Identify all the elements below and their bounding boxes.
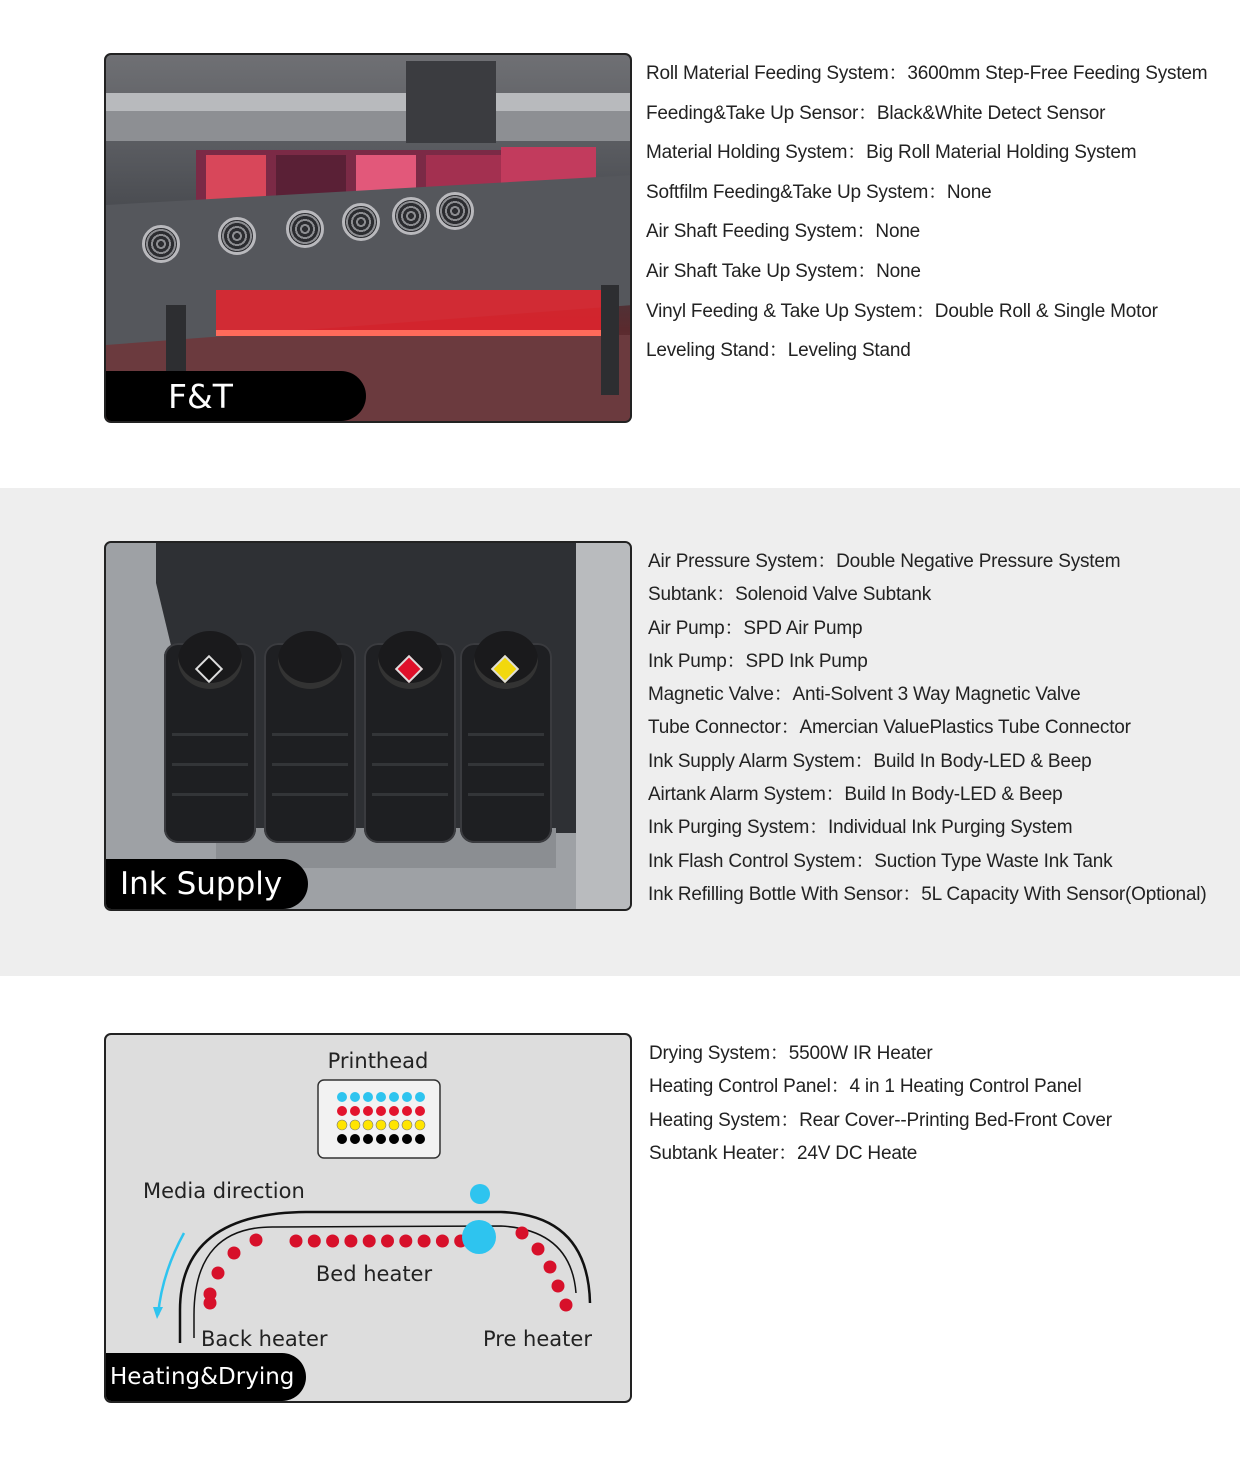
ink-bottle: [164, 643, 256, 843]
nozzle-dot: [389, 1134, 399, 1144]
spec-item: Drying System：5500W IR Heater: [649, 1043, 933, 1064]
nozzle-dot: [363, 1106, 373, 1116]
bottle-rib: [372, 763, 448, 766]
fan-icon: [286, 210, 324, 248]
nozzle-dot: [389, 1092, 399, 1102]
nozzle-dot: [337, 1134, 347, 1144]
nozzle-dot: [376, 1134, 386, 1144]
nozzle-dot: [415, 1134, 425, 1144]
nozzle-dot: [376, 1092, 386, 1102]
spec-item: Ink Pump：SPD Ink Pump: [648, 650, 868, 672]
spec-item: Heating Control Panel：4 in 1 Heating Control Panel: [649, 1076, 1082, 1098]
ink-bottle: [460, 643, 552, 843]
spec-item: Feeding&Take Up Sensor：Black&White Detect Sensor: [646, 102, 1106, 124]
bottle-rib: [272, 733, 348, 736]
spec-item: Ink Supply Alarm System：Build In Body-LED & Beep: [648, 750, 1092, 772]
section-badge: Ink Supply: [106, 859, 308, 909]
spec-item: Roll Material Feeding System：3600mm Step-Free Feeding System: [646, 63, 1208, 84]
heater-dot: [532, 1243, 545, 1256]
bottle-rib: [468, 733, 544, 736]
nozzle-dot: [350, 1092, 360, 1102]
spec-item: Air Shaft Feeding System：None: [646, 221, 921, 243]
spec-item: Airtank Alarm System：Build In Body-LED & Beep: [648, 784, 1063, 806]
heater-dot: [560, 1299, 573, 1312]
spec-item: Air Pressure System：Double Negative Pressure System: [648, 551, 1121, 572]
heater-dot: [418, 1235, 431, 1248]
spec-list: [649, 1040, 1112, 1173]
nozzle-dot: [363, 1120, 373, 1130]
heater-dot: [228, 1247, 241, 1260]
nozzle-dot: [350, 1134, 360, 1144]
arrow-head-icon: [153, 1307, 163, 1319]
bottle-rib: [372, 733, 448, 736]
bottle-rib: [172, 763, 248, 766]
ink-bottle: [264, 643, 356, 843]
media-direction-label: Media direction: [143, 1179, 305, 1203]
spec-item: Air Pump：SPD Air Pump: [648, 617, 863, 639]
spec-item: Ink Refilling Bottle With Sensor：5L Capacity With Sensor(Optional): [648, 883, 1207, 905]
nozzle-dot: [402, 1106, 412, 1116]
pre-heater-dots: [516, 1227, 573, 1312]
bottle-rib: [172, 733, 248, 736]
spec-item: Vinyl Feeding & Take Up System：Double Roll & Single Motor: [646, 300, 1158, 322]
nozzle-dot: [363, 1134, 373, 1144]
spec-item: Subtank Heater：24V DC Heate: [649, 1142, 918, 1164]
nozzle-dot: [363, 1092, 373, 1102]
bed-heater-dots: [290, 1235, 486, 1248]
heating-diagram-panel: [104, 1033, 632, 1403]
back-heater-dots: [204, 1234, 263, 1310]
printhead-label: Printhead: [327, 1049, 429, 1073]
ink-supply-photo: [104, 541, 632, 911]
spec-item: Subtank：Solenoid Valve Subtank: [648, 584, 932, 606]
spec-list: [646, 60, 1207, 377]
bottle-rib: [272, 793, 348, 796]
nozzle-dot: [402, 1134, 412, 1144]
nozzle-dot: [389, 1106, 399, 1116]
spec-item: Tube Connector：Amercian ValuePlastics Tube Connector: [648, 717, 1131, 739]
media-roller-icon: [462, 1220, 496, 1254]
heater-dot: [308, 1235, 321, 1248]
section-badge: F&T: [106, 371, 366, 421]
spec-item: Ink Flash Control System：Suction Type Waste Ink Tank: [648, 850, 1113, 872]
heating-diagram: [106, 1035, 630, 1401]
spec-item: Magnetic Valve：Anti-Solvent 3 Way Magnetic Valve: [648, 684, 1081, 706]
heater-dot: [204, 1297, 217, 1310]
heater-dot: [399, 1235, 412, 1248]
bottle-rib: [468, 793, 544, 796]
ink-droplet-icon: [470, 1184, 490, 1204]
fan-icon: [342, 203, 380, 241]
nozzle-dot: [402, 1120, 412, 1130]
heater-dot: [363, 1235, 376, 1248]
ink-bottle: [364, 643, 456, 843]
heater-dot: [552, 1280, 565, 1293]
heater-dot: [436, 1235, 449, 1248]
bottle-rib: [272, 763, 348, 766]
spec-item: Ink Purging System：Individual Ink Purging System: [648, 817, 1073, 839]
nozzle-dot: [415, 1120, 425, 1130]
nozzle-dot: [389, 1120, 399, 1130]
spec-item: Material Holding System：Big Roll Material Holding System: [646, 142, 1137, 164]
back-heater-label: Back heater: [201, 1327, 328, 1351]
heater-dot: [344, 1235, 357, 1248]
nozzle-dot: [337, 1120, 347, 1130]
nozzle-dot: [376, 1106, 386, 1116]
spec-item: Heating System：Rear Cover--Printing Bed-Front Cover: [649, 1109, 1112, 1131]
printhead-box: [318, 1080, 440, 1158]
heater-dot: [290, 1235, 303, 1248]
heater-dot: [381, 1235, 394, 1248]
nozzle-dot: [415, 1106, 425, 1116]
fan-icon: [218, 217, 256, 255]
spec-item: Softfilm Feeding&Take Up System：None: [646, 181, 992, 203]
heater-dot: [326, 1235, 339, 1248]
section-ink-supply: [0, 488, 1240, 976]
section-feeding-takeup: [0, 0, 1240, 488]
nozzle-dot: [415, 1092, 425, 1102]
bottle-cap: [278, 631, 342, 689]
section-badge: Heating&Drying: [106, 1353, 306, 1401]
bottle-rib: [172, 793, 248, 796]
nozzle-dot: [337, 1106, 347, 1116]
spec-item: Air Shaft Take Up System：None: [646, 260, 921, 282]
nozzle-dot: [350, 1120, 360, 1130]
feeding-system-photo: [104, 53, 632, 423]
bottle-rib: [372, 793, 448, 796]
bed-heater-label: Bed heater: [315, 1262, 433, 1286]
bottle-rib: [468, 763, 544, 766]
fan-icon: [436, 192, 474, 230]
heater-dot: [212, 1267, 225, 1280]
heater-dot: [544, 1261, 557, 1274]
nozzle-dot: [402, 1092, 412, 1102]
nozzle-dot: [376, 1120, 386, 1130]
heater-dot: [516, 1227, 529, 1240]
spec-list: [648, 548, 1206, 914]
fan-icon: [142, 225, 180, 263]
heater-dot: [250, 1234, 263, 1247]
fan-icon: [392, 197, 430, 235]
spec-item: Leveling Stand：Leveling Stand: [646, 340, 911, 362]
nozzle-dot: [350, 1106, 360, 1116]
nozzle-dot: [337, 1092, 347, 1102]
section-heating-drying: [0, 976, 1240, 1458]
pre-heater-label: Pre heater: [483, 1327, 592, 1351]
